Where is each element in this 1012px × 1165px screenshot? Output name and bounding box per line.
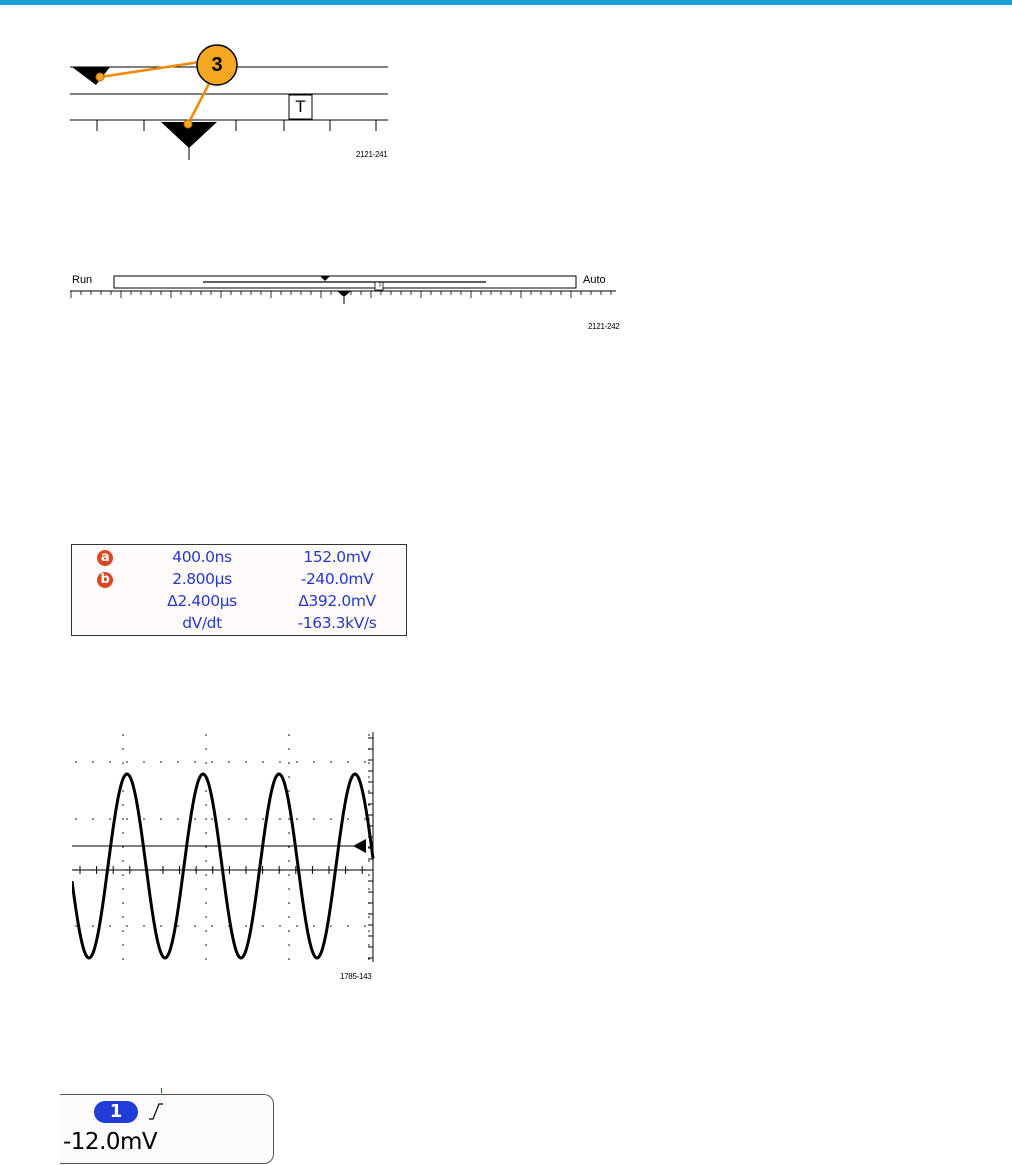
cursor-b-time: 2.800μs [172,570,232,588]
cursor-a-time: 400.0ns [172,548,232,566]
trigger-level-icon [353,839,366,853]
figure-record-view [70,272,630,334]
cursor-a-badge: a [97,550,113,566]
cursor-a-voltage: 152.0mV [303,548,371,566]
callout-number: 3 [211,54,223,76]
waveform-graticule [72,732,382,962]
delta-voltage: Δ392.0mV [298,592,376,610]
cursor-b-badge: b [97,572,113,588]
cursor-row-b [72,570,408,590]
trigger-position-diagram [70,40,400,170]
trigger-marker-label: T [377,282,383,289]
channel-badge: 1 [94,1101,138,1123]
rising-edge-icon [148,1101,164,1121]
figure-id-label: 2121-242 [588,322,620,331]
record-view-diagram [70,272,630,312]
figure-id-label: 1785-143 [340,972,372,981]
trigger-readout-panel [60,1094,274,1164]
top-rule [0,0,1012,5]
cursor-row-a [72,548,408,568]
trigger-level-value: -12.0mV [63,1129,158,1155]
rate-value: -163.3kV/s [297,614,377,632]
cursor-b-voltage: -240.0mV [300,570,374,588]
expansion-point-icon [337,291,351,297]
cursor-readout-panel [71,544,407,636]
rate-label: dV/dt [182,614,222,632]
cursor-rate-row [72,614,408,634]
figure-waveform [72,732,382,992]
run-label: Run [72,274,93,286]
delta-time: Δ2.400μs [167,592,237,610]
auto-label: Auto [583,274,606,286]
tick-mark [161,1088,162,1093]
figure-id-label: 2121-241 [356,150,388,159]
cursor-delta-row [72,592,408,612]
trigger-marker-label: T [295,97,306,116]
figure-trigger-position-closeup [70,40,400,170]
